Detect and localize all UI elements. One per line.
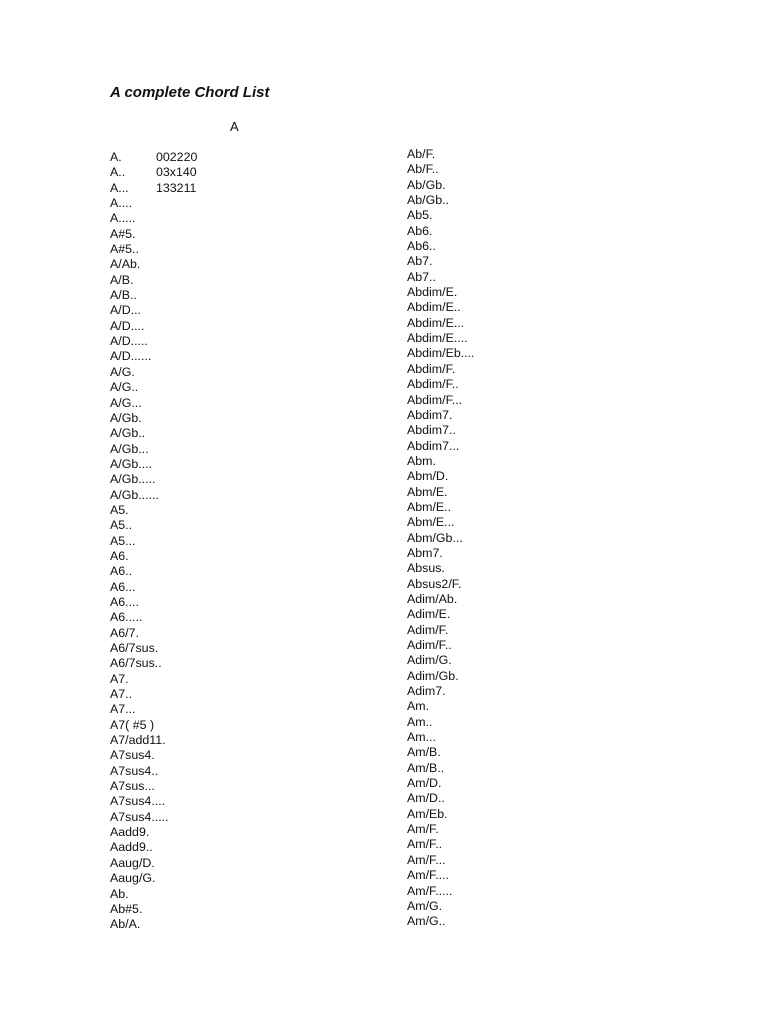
chord-name: Abm. bbox=[407, 453, 436, 468]
chord-name: Aadd9. bbox=[110, 825, 150, 840]
chord-row bbox=[110, 840, 197, 855]
chord-name: Aaug/D. bbox=[110, 855, 155, 870]
chord-row bbox=[407, 730, 475, 745]
chord-name: A7sus4.. bbox=[110, 763, 159, 778]
chord-name: A/B. bbox=[110, 272, 134, 287]
chord-row bbox=[407, 853, 475, 868]
chord-row bbox=[407, 531, 475, 546]
chord-name: A.. bbox=[110, 165, 126, 180]
chord-row bbox=[110, 656, 197, 671]
chord-row bbox=[407, 623, 475, 638]
chord-name: A.... bbox=[110, 196, 133, 211]
chord-name: Am/B.. bbox=[407, 760, 445, 775]
chord-row bbox=[407, 669, 475, 684]
chord-row bbox=[110, 165, 197, 180]
chord-row bbox=[110, 181, 197, 196]
chord-name: Adim7. bbox=[407, 684, 446, 699]
chord-row bbox=[407, 791, 475, 806]
chord-name: A/Gb...... bbox=[110, 487, 159, 502]
chord-name: Adim/Gb. bbox=[407, 668, 459, 683]
chord-name: Abdim/E.. bbox=[407, 300, 461, 315]
chord-name: Abdim/Eb.... bbox=[407, 346, 475, 361]
chord-row bbox=[110, 687, 197, 702]
chord-row bbox=[407, 439, 475, 454]
chord-name: Ab/A. bbox=[110, 917, 141, 932]
chord-name: Abdim/F. bbox=[407, 361, 456, 376]
chord-name: Abdim7.. bbox=[407, 423, 456, 438]
chord-row bbox=[407, 715, 475, 730]
chord-row bbox=[110, 672, 197, 687]
chord-row bbox=[407, 469, 475, 484]
chord-row bbox=[110, 227, 197, 242]
chord-row bbox=[110, 472, 197, 487]
chord-row bbox=[110, 518, 197, 533]
chord-name: Am. bbox=[407, 699, 430, 714]
chord-row bbox=[110, 488, 197, 503]
chord-name: Abm7. bbox=[407, 545, 443, 560]
chord-row bbox=[407, 684, 475, 699]
chord-list-right-column bbox=[407, 147, 475, 930]
chord-row bbox=[407, 423, 475, 438]
chord-name: A/D..... bbox=[110, 334, 148, 349]
chord-name: Abdim7... bbox=[407, 438, 460, 453]
chord-name: A6/7sus. bbox=[110, 641, 159, 655]
chord-row bbox=[407, 454, 475, 469]
chord-row bbox=[110, 733, 197, 748]
chord-row bbox=[110, 273, 197, 288]
chord-name: Am/B. bbox=[407, 745, 441, 760]
chord-row bbox=[407, 776, 475, 791]
chord-row bbox=[407, 807, 475, 822]
chord-name: Adim/F. bbox=[407, 622, 449, 637]
chord-row bbox=[407, 638, 475, 653]
chord-row bbox=[407, 362, 475, 377]
chord-name: Abdim7. bbox=[407, 407, 453, 422]
chord-row bbox=[407, 500, 475, 515]
chord-row bbox=[407, 224, 475, 239]
chord-name: A..... bbox=[110, 211, 136, 226]
chord-row bbox=[110, 334, 197, 349]
chord-name: Ab#5. bbox=[110, 901, 143, 916]
chord-name: A/Ab. bbox=[110, 257, 141, 272]
chord-name: A7/add11. bbox=[110, 733, 166, 748]
chord-row bbox=[407, 837, 475, 852]
chord-row bbox=[110, 257, 197, 272]
chord-row bbox=[110, 211, 197, 226]
section-heading: A bbox=[230, 119, 239, 134]
chord-row bbox=[110, 288, 197, 303]
chord-name: A/G... bbox=[110, 395, 142, 410]
chord-row bbox=[110, 503, 197, 518]
chord-name: Adim/Ab. bbox=[407, 591, 458, 606]
chord-row bbox=[407, 884, 475, 899]
chord-row bbox=[110, 457, 197, 472]
chord-name: Absus. bbox=[407, 561, 445, 576]
chord-name: Abdim/E. bbox=[407, 285, 458, 300]
chord-name: Abm/D. bbox=[407, 469, 449, 484]
chord-row bbox=[110, 442, 197, 457]
chord-row bbox=[407, 699, 475, 714]
chord-row bbox=[407, 254, 475, 269]
chord-row bbox=[110, 349, 197, 364]
chord-row bbox=[110, 610, 197, 625]
chord-name: A/Gb.... bbox=[110, 456, 153, 471]
chord-name: Am/Eb. bbox=[407, 806, 448, 821]
chord-name: Am/F. bbox=[407, 822, 439, 837]
chord-fingering: 133211 bbox=[156, 180, 197, 195]
chord-row bbox=[110, 764, 197, 779]
chord-row bbox=[110, 564, 197, 579]
chord-name: A6/7sus.. bbox=[110, 656, 162, 671]
chord-row bbox=[110, 534, 197, 549]
chord-name: Aadd9.. bbox=[110, 840, 153, 855]
chord-name: A/G.. bbox=[110, 380, 139, 395]
chord-row bbox=[407, 592, 475, 607]
chord-name: Am/F... bbox=[407, 852, 446, 867]
chord-name: A7sus... bbox=[110, 779, 155, 794]
chord-row bbox=[407, 300, 475, 315]
chord-name: A/Gb..... bbox=[110, 472, 156, 487]
chord-name: A/Gb. bbox=[110, 410, 142, 425]
chord-row bbox=[110, 303, 197, 318]
chord-name: A6/7. bbox=[110, 625, 139, 640]
chord-name: A7( #5 ) bbox=[110, 717, 155, 732]
chord-row bbox=[407, 561, 475, 576]
chord-row bbox=[110, 810, 197, 825]
chord-name: Ab7.. bbox=[407, 269, 436, 284]
chord-row bbox=[110, 641, 197, 656]
chord-name: Abdim/E.... bbox=[407, 331, 468, 346]
chord-row bbox=[110, 150, 197, 165]
chord-row bbox=[407, 653, 475, 668]
chord-row bbox=[407, 285, 475, 300]
chord-name: Am/D.. bbox=[407, 791, 445, 806]
chord-row bbox=[110, 396, 197, 411]
chord-name: A7sus4. bbox=[110, 748, 155, 763]
chord-row bbox=[407, 147, 475, 162]
chord-row bbox=[110, 196, 197, 211]
chord-row bbox=[407, 193, 475, 208]
chord-row bbox=[110, 825, 197, 840]
chord-row bbox=[407, 546, 475, 561]
chord-name: Abdim/E... bbox=[407, 315, 465, 330]
chord-row bbox=[407, 761, 475, 776]
chord-name: A/Gb... bbox=[110, 441, 149, 456]
chord-row bbox=[407, 822, 475, 837]
chord-name: Am/F.... bbox=[407, 868, 449, 883]
chord-row bbox=[407, 270, 475, 285]
chord-row bbox=[407, 899, 475, 914]
chord-row bbox=[407, 607, 475, 622]
chord-row bbox=[110, 319, 197, 334]
chord-name: Adim/F.. bbox=[407, 638, 452, 652]
chord-name: Ab7. bbox=[407, 254, 433, 269]
chord-list-left-column bbox=[110, 150, 197, 933]
chord-row bbox=[110, 887, 197, 902]
chord-name: A#5. bbox=[110, 226, 136, 241]
chord-name: A5... bbox=[110, 533, 136, 548]
chord-name: Aaug/G. bbox=[110, 871, 156, 886]
chord-name: A6.... bbox=[110, 594, 139, 609]
chord-name: Ab/F. bbox=[407, 147, 436, 161]
chord-name: A7sus4.... bbox=[110, 794, 166, 809]
chord-name: Ab6.. bbox=[407, 239, 436, 254]
chord-name: A#5.. bbox=[110, 242, 139, 257]
chord-row bbox=[407, 162, 475, 177]
chord-name: A6. bbox=[110, 548, 129, 563]
chord-name: A7... bbox=[110, 702, 136, 717]
chord-row bbox=[110, 856, 197, 871]
chord-name: Abm/Gb... bbox=[407, 530, 463, 545]
chord-row bbox=[110, 702, 197, 717]
chord-name: Am/G.. bbox=[407, 914, 446, 929]
chord-name: Abm/E. bbox=[407, 484, 448, 499]
chord-name: A/B.. bbox=[110, 288, 137, 303]
chord-name: A7sus4..... bbox=[110, 809, 169, 824]
chord-row bbox=[110, 595, 197, 610]
chord-row bbox=[407, 331, 475, 346]
chord-name: Ab/Gb. bbox=[407, 177, 446, 192]
chord-row bbox=[110, 902, 197, 917]
chord-name: Adim/E. bbox=[407, 607, 451, 622]
chord-name: Am/F.. bbox=[407, 837, 443, 852]
chord-name: A6..... bbox=[110, 610, 143, 625]
chord-name: Absus2/F. bbox=[407, 576, 462, 591]
chord-row bbox=[110, 365, 197, 380]
chord-row bbox=[407, 577, 475, 592]
chord-name: A. bbox=[110, 150, 122, 164]
chord-name: A/D...... bbox=[110, 349, 152, 364]
chord-name: A/D... bbox=[110, 303, 141, 318]
chord-row bbox=[110, 718, 197, 733]
chord-name: A7.. bbox=[110, 687, 133, 702]
chord-name: A/D.... bbox=[110, 318, 145, 333]
chord-row bbox=[407, 515, 475, 530]
chord-name: Am/D. bbox=[407, 776, 442, 791]
chord-name: Am/F..... bbox=[407, 883, 453, 898]
chord-name: A7. bbox=[110, 671, 129, 686]
chord-name: Abm/E... bbox=[407, 515, 455, 530]
chord-row bbox=[407, 868, 475, 883]
chord-name: Ab. bbox=[110, 886, 129, 901]
chord-name: Am.. bbox=[407, 714, 433, 729]
chord-name: A6... bbox=[110, 579, 136, 594]
chord-row bbox=[110, 380, 197, 395]
chord-row bbox=[407, 316, 475, 331]
chord-row bbox=[407, 239, 475, 254]
chord-row bbox=[110, 626, 197, 641]
chord-row bbox=[407, 393, 475, 408]
chord-name: Ab6. bbox=[407, 223, 433, 238]
chord-row bbox=[407, 914, 475, 929]
chord-name: Abm/E.. bbox=[407, 499, 452, 514]
chord-name: Abdim/F.. bbox=[407, 377, 459, 392]
chord-row bbox=[407, 208, 475, 223]
chord-row bbox=[110, 242, 197, 257]
chord-name: Adim/G. bbox=[407, 653, 452, 668]
chord-name: Abdim/F... bbox=[407, 392, 463, 407]
chord-name: A/G. bbox=[110, 364, 135, 379]
chord-row bbox=[110, 917, 197, 932]
chord-fingering: 03x140 bbox=[156, 165, 197, 180]
chord-name: Ab/F.. bbox=[407, 162, 439, 177]
chord-row bbox=[407, 745, 475, 760]
document-title: A complete Chord List bbox=[110, 84, 270, 101]
chord-row bbox=[407, 178, 475, 193]
chord-name: A5.. bbox=[110, 518, 133, 533]
chord-row bbox=[407, 377, 475, 392]
chord-row bbox=[110, 779, 197, 794]
chord-name: A5. bbox=[110, 502, 129, 517]
chord-row bbox=[110, 411, 197, 426]
chord-row bbox=[110, 871, 197, 886]
chord-row bbox=[110, 426, 197, 441]
chord-row bbox=[407, 485, 475, 500]
chord-row bbox=[407, 346, 475, 361]
chord-name: A... bbox=[110, 180, 129, 195]
chord-row bbox=[407, 408, 475, 423]
chord-name: Ab/Gb.. bbox=[407, 193, 450, 208]
chord-row bbox=[110, 748, 197, 763]
chord-name: Am... bbox=[407, 730, 436, 745]
chord-name: Am/G. bbox=[407, 898, 443, 913]
chord-row bbox=[110, 580, 197, 595]
chord-row bbox=[110, 549, 197, 564]
chord-fingering: 002220 bbox=[156, 150, 198, 164]
chord-row bbox=[110, 794, 197, 809]
chord-name: Ab5. bbox=[407, 208, 433, 223]
chord-name: A/Gb.. bbox=[110, 426, 146, 441]
chord-name: A6.. bbox=[110, 564, 133, 579]
